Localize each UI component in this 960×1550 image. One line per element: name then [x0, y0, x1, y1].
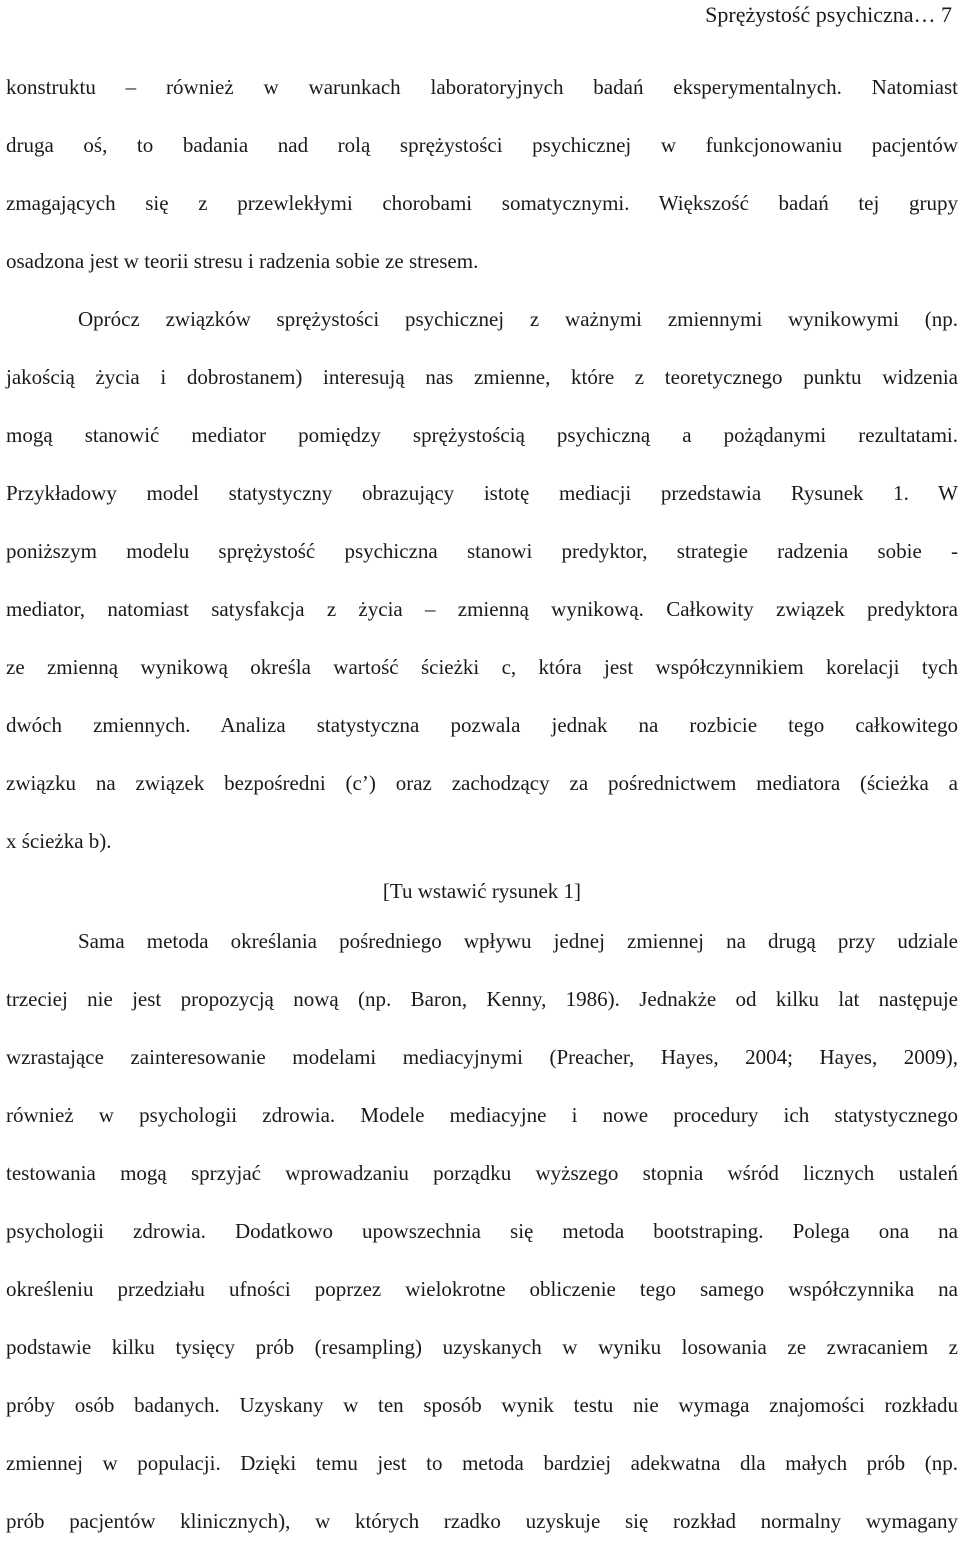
text-line: zmagających się z przewlekłymi chorobami somatycznymi. Większość badań tej grupy	[6, 191, 958, 215]
text-line: zmiennej w populacji. Dzięki temu jest to metoda bardziej adekwatna dla małych prób (np.	[6, 1451, 958, 1475]
text-line: próby osób badanych. Uzyskany w ten sposób wynik testu nie wymaga znajomości rozkładu	[6, 1393, 958, 1417]
text-line: testowania mogą sprzyjać wprowadzaniu porządku wyższego stopnia wśród licznych ustaleń	[6, 1161, 958, 1185]
text-line: x ścieżka b).	[6, 829, 112, 853]
figure-placeholder: [Tu wstawić rysunek 1]	[382, 879, 582, 903]
text-line: Sama metoda określania pośredniego wpływu jednej zmiennej na drugą przy udziale	[78, 929, 958, 953]
text-line: druga oś, to badania nad rolą sprężystości psychicznej w funkcjonowaniu pacjentów	[6, 133, 958, 157]
text-line: określeniu przedziału ufności poprzez wielokrotne obliczenie tego samego współczynnika na	[6, 1277, 958, 1301]
text-line: wzrastające zainteresowanie modelami mediacyjnymi (Preacher, Hayes, 2004; Hayes, 2009),	[6, 1045, 958, 1069]
text-line: mediator, natomiast satysfakcja z życia – zmienną wynikową. Całkowity związek predyktora	[6, 597, 958, 621]
text-line: prób pacjentów klinicznych), w których rzadko uzyskuje się rozkład normalny wymagany	[6, 1509, 958, 1533]
running-header: Sprężystość psychiczna… 7	[705, 2, 952, 27]
text-line: również w psychologii zdrowia. Modele mediacyjne i nowe procedury ich statystycznego	[6, 1103, 958, 1127]
text-line: konstruktu – również w warunkach laboratoryjnych badań eksperymentalnych. Natomiast	[6, 75, 958, 99]
text-line: osadzona jest w teorii stresu i radzenia sobie ze stresem.	[6, 249, 479, 273]
document-body	[6, 58, 958, 1550]
text-line: Oprócz związków sprężystości psychicznej z ważnymi zmiennymi wynikowymi (np.	[78, 307, 958, 331]
text-line: Przykładowy model statystyczny obrazujący istotę mediacji przedstawia Rysunek 1. W	[6, 481, 958, 505]
text-line: ze zmienną wynikową określa wartość ścieżki c, która jest współczynnikiem korelacji tych	[6, 655, 958, 679]
text-line: mogą stanowić mediator pomiędzy sprężystością psychiczną a pożądanymi rezultatami.	[6, 423, 958, 447]
text-line: psychologii zdrowia. Dodatkowo upowszechnia się metoda bootstraping. Polega ona na	[6, 1219, 958, 1243]
text-line: dwóch zmiennych. Analiza statystyczna pozwala jednak na rozbicie tego całkowitego	[6, 713, 958, 737]
text-line: trzeciej nie jest propozycją nową (np. Baron, Kenny, 1986). Jednakże od kilku lat następuje	[6, 987, 958, 1011]
text-line: związku na związek bezpośredni (c’) oraz zachodzący za pośrednictwem mediatora (ścieżka a	[6, 771, 958, 795]
text-line: podstawie kilku tysięcy prób (resampling) uzyskanych w wyniku losowania ze zwracaniem z	[6, 1335, 958, 1359]
text-line: jakością życia i dobrostanem) interesują nas zmienne, które z teoretycznego punktu widzenia	[6, 365, 958, 389]
text-line: poniższym modelu sprężystość psychiczna stanowi predyktor, strategie radzenia sobie -	[6, 539, 958, 563]
